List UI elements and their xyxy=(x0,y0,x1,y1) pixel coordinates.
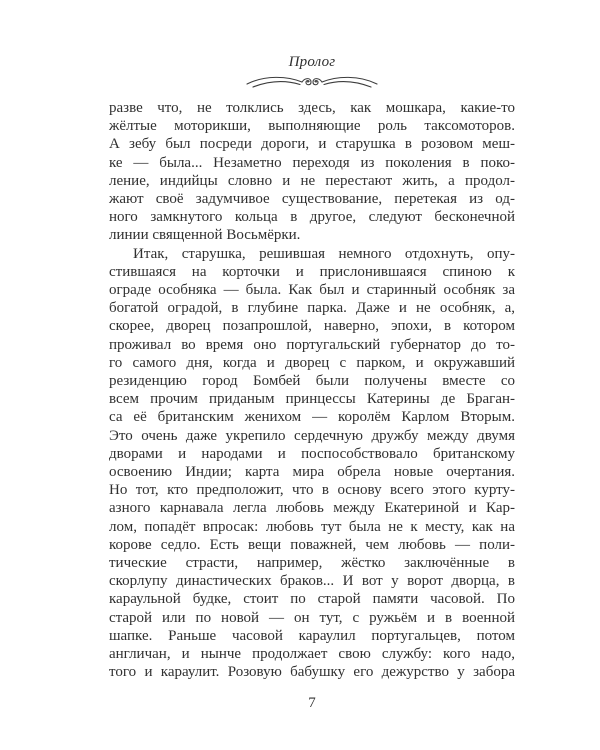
text-line: шапке. Раньше часовой караулил португальцев, потом xyxy=(109,627,515,644)
text-line: дворами и народами и поспособствовало британскому xyxy=(109,445,515,462)
text-line: жёлтые моторикши, выполняющие роль таксомоторов. xyxy=(109,118,515,135)
text-line: караульной будке, стоит по старой памяти часовой. По xyxy=(109,591,515,608)
text-column xyxy=(109,54,515,712)
page-footer xyxy=(109,695,515,712)
text-line: корове седло. Есть вещи поважней, чем любовь — поли- xyxy=(109,536,515,553)
text-line: богатой оградой, в глубине парка. Даже и не особняк, а, xyxy=(109,300,515,317)
text-line: того и караулит. Розовую бабушку его дежурство у забора xyxy=(109,664,515,681)
text-line: стившаяся на корточки и прислонившаяся спиною к xyxy=(109,263,515,280)
page-header xyxy=(109,54,515,94)
text-line: ограде особняка — была. Как был и старинный особняк за xyxy=(109,282,515,299)
text-line: англичан, и нынче продолжает свою службу: кого надо, xyxy=(109,646,515,663)
text-line: скорлупу династических браков... И вот у ворот дворца, в xyxy=(109,573,515,590)
text-line: азного карнавала легла любовь между Екатериной и Кар- xyxy=(109,500,515,517)
page-number: 7 xyxy=(308,694,316,711)
section-divider-flourish xyxy=(245,72,379,94)
chapter-title: Пролог xyxy=(288,54,336,70)
text-line: лом, попадёт впросак: любовь тут была не к месту, как на xyxy=(109,518,515,535)
text-line: са её британским женихом — королём Карлом Вторым. xyxy=(109,409,515,426)
body-text xyxy=(109,99,515,682)
divider-container xyxy=(109,72,515,94)
text-line: Это очень даже укрепило сердечную дружбу между двумя xyxy=(109,427,515,444)
text-line: Итак, старушка, решившая немного отдохнуть, опу- xyxy=(133,245,515,262)
text-line: всем прочим приданым принцессы Катерины де Браган- xyxy=(109,391,515,408)
text-line: ке — была... Незаметно переходя из поколения в поко- xyxy=(109,154,515,171)
text-line: линии священной Восьмёрки. xyxy=(109,227,301,244)
text-line: скорее, дворец позапрошлой, наверно, эпохи, в котором xyxy=(109,318,515,335)
text-line: Но тот, кто предположит, что в основу всего этого курту- xyxy=(109,482,515,499)
text-line: тические страсти, например, жёстко заключённые в xyxy=(109,555,515,572)
text-line: го самого дня, когда и дворец с парком, и окружавший xyxy=(109,354,515,371)
text-line: ление, индийцы словно и не перестают жить, а продол- xyxy=(109,172,515,189)
text-line: жают своё задумчивое существование, перетекая из од- xyxy=(109,191,515,208)
text-line: разве что, не толклись здесь, как мошкара, какие-то xyxy=(109,100,515,116)
text-line: ного замкнутого кольца в другое, следуют бесконечной xyxy=(109,209,515,226)
text-line: проживал во время оно португальский губернатор до то- xyxy=(109,336,515,353)
text-line: А зебу был посреди дороги, и старушка в розовом меш- xyxy=(109,136,515,153)
text-line: старой или по новой — он тут, с ружьём и в военной xyxy=(109,609,515,626)
text-line: освоению Индии; карта мира обрела новые очертания. xyxy=(109,464,515,481)
text-line: резиденцию город Бомбей были получены вместе со xyxy=(109,373,515,390)
